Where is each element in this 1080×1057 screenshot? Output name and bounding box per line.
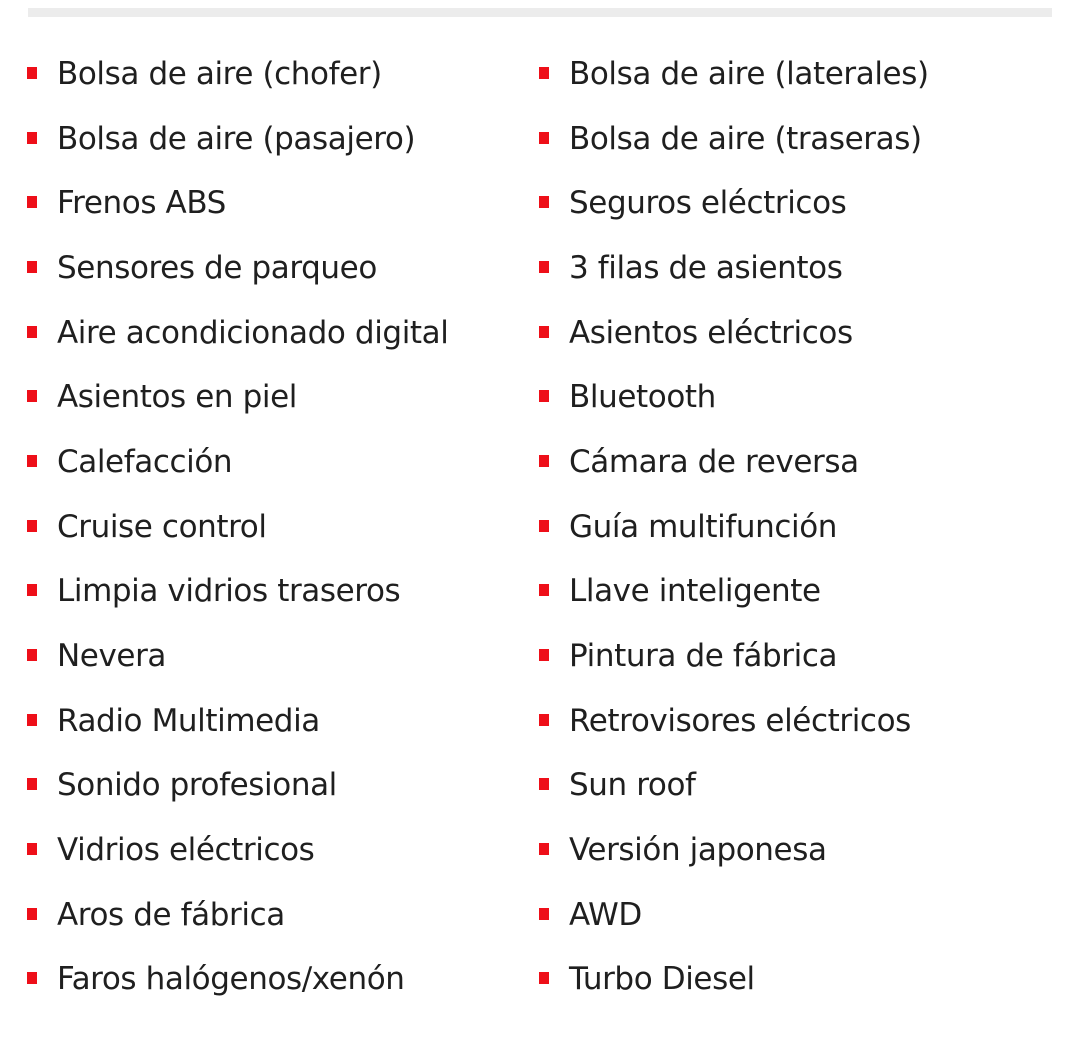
- feature-item: [27, 42, 539, 107]
- feature-item: [27, 107, 539, 172]
- bullet-icon: [27, 584, 37, 596]
- feature-item: [539, 107, 1053, 172]
- feature-item: [27, 948, 539, 1013]
- bullet-icon: [27, 455, 37, 467]
- bullet-icon: [27, 520, 37, 532]
- feature-item: [539, 430, 1053, 495]
- feature-label: Limpia vidrios traseros: [57, 573, 401, 610]
- feature-label: Aire acondicionado digital: [57, 314, 449, 351]
- feature-item: [27, 301, 539, 366]
- feature-item: [27, 754, 539, 819]
- feature-item: [539, 689, 1053, 754]
- feature-label: Asientos eléctricos: [569, 314, 853, 351]
- feature-label: Nevera: [57, 638, 167, 675]
- bullet-icon: [27, 67, 37, 79]
- bullet-icon: [539, 261, 549, 273]
- bullet-icon: [27, 972, 37, 984]
- feature-label: Cruise control: [57, 508, 267, 545]
- feature-label: Cámara de reversa: [569, 443, 859, 480]
- feature-label: Turbo Diesel: [569, 961, 755, 998]
- bullet-icon: [539, 390, 549, 402]
- bullet-icon: [27, 843, 37, 855]
- feature-item: [27, 171, 539, 236]
- feature-item: [27, 236, 539, 301]
- feature-item: [27, 818, 539, 883]
- bullet-icon: [539, 584, 549, 596]
- bullet-icon: [539, 520, 549, 532]
- feature-item: [27, 365, 539, 430]
- feature-item: [539, 818, 1053, 883]
- bullet-icon: [27, 326, 37, 338]
- feature-item: [539, 365, 1053, 430]
- feature-label: Calefacción: [57, 443, 233, 480]
- feature-label: Sensores de parqueo: [57, 249, 377, 286]
- bullet-icon: [27, 714, 37, 726]
- feature-label: Asientos en piel: [57, 379, 297, 416]
- feature-label: Aros de fábrica: [57, 896, 285, 933]
- bullet-icon: [27, 261, 37, 273]
- feature-label: Bolsa de aire (chofer): [57, 55, 382, 92]
- bullet-icon: [539, 455, 549, 467]
- feature-item: [539, 948, 1053, 1013]
- feature-item: [27, 689, 539, 754]
- bullet-icon: [27, 778, 37, 790]
- feature-item: [539, 560, 1053, 625]
- feature-item: [27, 883, 539, 948]
- features-list: [27, 42, 1053, 1012]
- feature-label: Bolsa de aire (traseras): [569, 120, 922, 157]
- bullet-icon: [539, 132, 549, 144]
- feature-label: Bolsa de aire (laterales): [569, 55, 929, 92]
- bullet-icon: [539, 67, 549, 79]
- feature-label: Sonido profesional: [57, 767, 337, 804]
- feature-item: [539, 236, 1053, 301]
- feature-item: [27, 560, 539, 625]
- bullet-icon: [27, 908, 37, 920]
- feature-label: Faros halógenos/xenón: [57, 961, 405, 998]
- bullet-icon: [539, 326, 549, 338]
- bullet-icon: [27, 390, 37, 402]
- feature-label: Bolsa de aire (pasajero): [57, 120, 416, 157]
- feature-label: Vidrios eléctricos: [57, 832, 315, 869]
- feature-item: [539, 883, 1053, 948]
- feature-label: Guía multifunción: [569, 508, 838, 545]
- feature-label: Versión japonesa: [569, 832, 827, 869]
- feature-label: Radio Multimedia: [57, 702, 320, 739]
- feature-label: Llave inteligente: [569, 573, 821, 610]
- feature-item: [539, 495, 1053, 560]
- feature-item: [539, 301, 1053, 366]
- bullet-icon: [27, 196, 37, 208]
- feature-item: [27, 624, 539, 689]
- bullet-icon: [539, 649, 549, 661]
- feature-label: 3 filas de asientos: [569, 249, 843, 286]
- feature-label: Sun roof: [569, 767, 696, 804]
- feature-label: AWD: [569, 896, 642, 933]
- feature-label: Seguros eléctricos: [569, 185, 847, 222]
- bullet-icon: [539, 778, 549, 790]
- feature-label: Retrovisores eléctricos: [569, 702, 911, 739]
- bullet-icon: [539, 714, 549, 726]
- bullet-icon: [27, 649, 37, 661]
- feature-item: [539, 42, 1053, 107]
- bullet-icon: [539, 972, 549, 984]
- feature-item: [27, 430, 539, 495]
- feature-item: [539, 754, 1053, 819]
- bullet-icon: [539, 196, 549, 208]
- feature-item: [27, 495, 539, 560]
- feature-label: Pintura de fábrica: [569, 638, 838, 675]
- feature-label: Frenos ABS: [57, 185, 226, 222]
- feature-item: [539, 624, 1053, 689]
- section-divider: [28, 8, 1052, 17]
- bullet-icon: [539, 908, 549, 920]
- feature-label: Bluetooth: [569, 379, 716, 416]
- bullet-icon: [539, 843, 549, 855]
- bullet-icon: [27, 132, 37, 144]
- feature-item: [539, 171, 1053, 236]
